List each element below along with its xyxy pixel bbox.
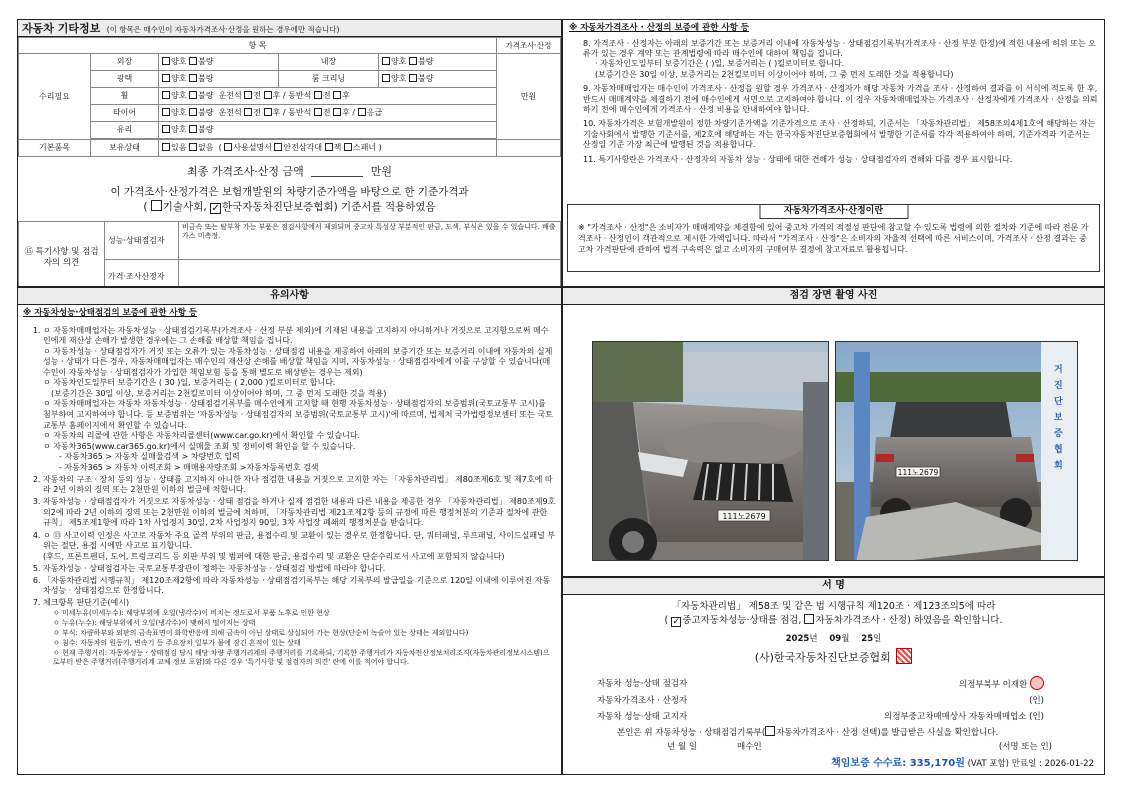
sign-row-checker: 자동차 성능·상태 점검자 의정부북부 이재환 — [597, 676, 1044, 693]
note-1c: (보증기간은 30일 이상, 보증거리는 2천킬로미터 이상이어야 하며, 그 중 먼저 도래한 것을 적용) — [51, 388, 387, 398]
wheel-pass-rear-checkbox[interactable] — [333, 91, 341, 99]
price-def-box — [567, 204, 1100, 272]
price-def-text: ※ "가격조사 · 산정"은 소비자가 매매계약을 체결함에 있어 중고차 가격의 적절성 판단에 참고할 수 있도록 법령에 의한 절차와 기준에 따라 전문 가격조사 · 산정인이 객관적으로 제시한 가액입니다. 따라서 "가격조사 · 산정"은 소비자의 자율적 선택에 따른 서비스이며, 가격조사 · 산정 결과는 중고차 가격판단에 관하여 법적 구속력은 없고 소비자의 구매여부 결정에 참고자료로 활용됩니다. — [578, 223, 1089, 254]
note-7-text: 7. 체크항목 판단기준(예시) — [43, 598, 130, 608]
special-table — [18, 221, 561, 287]
exterior-good-checkbox[interactable] — [162, 57, 170, 65]
vehicle-extra-info-panel — [17, 19, 562, 287]
item-8-sub1: · 자동차인도일부터 보증기간은 ( )일, 보증거리는 ( )킬로미터로 합니다. — [595, 59, 845, 69]
wheel-bad-checkbox[interactable] — [189, 91, 197, 99]
wheel-checks: 양호 불량 운전석 전 후 / 동반석 전 후 — [159, 88, 497, 105]
note-4 — [43, 531, 556, 563]
basis-opt1-checkbox[interactable] — [151, 200, 162, 211]
have-checkbox[interactable] — [162, 143, 170, 151]
svg-text:협: 협 — [1054, 445, 1063, 455]
basis-line1: 이 가격조사·산정가격은 보험개발원의 차량기준가액을 바탕으로 한 기준가격과 — [110, 185, 469, 198]
basis-opt2-checkbox[interactable]: ✓ — [211, 202, 220, 214]
col-price: 가격조사·산정 — [497, 38, 561, 54]
tire-checks: 양호 불량 운전석 전 후 / 동반석 전 후 / 응급 — [159, 105, 497, 122]
photo-panel — [562, 287, 1105, 577]
glass-bad-checkbox[interactable] — [189, 125, 197, 133]
tire-driver-rear-checkbox[interactable] — [264, 108, 272, 116]
special-label: ⑮ 특기사항 및 점검자의 의견 — [19, 222, 105, 287]
label-possession: 보유상태 — [91, 140, 159, 157]
note-4b: (후드, 프론트펜더, 도어, 트렁크리드 등 외판 부위 및 범퍼에 대한 판금, 용접수리 및 교환은 단순수리로서 사고에 포함되지 않습니다) — [43, 551, 505, 561]
note-1-text: 1. ㅇ 자동차매매업자는 자동차성능 · 상태점검기록부(가격조사 · 산정 부분 제외)에 기재된 내용을 고지하지 아니하거나 거짓으로 고지함으로써 매수인에게 재산상 손해가 발생한 경우에는 그 손해를 배상할 책임을 집니다. — [43, 325, 549, 346]
receipt-line: 본인은 위 자동차성능 · 상태점검기록부( 자동차가격조사 · 산정 선택)를 발급받은 사실을 확인합니다. — [617, 728, 999, 738]
gloss-good-checkbox[interactable] — [162, 74, 170, 82]
photo-rear-image — [836, 342, 1078, 561]
photo-rear[interactable] — [835, 341, 1078, 561]
price-checker-label: 가격·조사산정자 — [105, 260, 179, 287]
fee-line: 책임보증 수수료: 335,170원 (VAT 포함) 만료일 : 2026-01-22 — [831, 758, 1094, 769]
price-warranty-title: ※ 자동차가격조사 · 산정의 보증에 관한 사항 등 — [569, 23, 750, 33]
group-basic-items: 기본품목 — [19, 140, 91, 157]
note-1a: ㅇ 자동차성능 · 상태점검자가 거짓 또는 오류가 있는 자동차성능 · 상태점검 내용을 제공하여 아래의 보증기간 또는 보증거리 이내에 자동차의 실제 성능 · 상태가 다른 경우, 자동차매매업자는 매수인의 재산상 손해를 배상할 책임을 지며, 자동차성능 · 상태점검자에게 이를 구상할 수 있습니다(매수인이 자동차성능 · 상태점검자가 가입한 책임보험 등을 통해 별도로 배상받는 경우는 제외) — [43, 346, 553, 377]
criteria-mileage: ㅇ 현재 주행거리: 자동차성능 · 상태점검 당시 해당 차량 주행거리계의 주행거리를 기록하되, 기록한 주행거리가 자동차전산정보처리조직(자동차관리정보시스템)으로부터 받은 주행거리(주행거리계 교체 정보 포함)와 다른 경우 '특기사항 및 점검자의 의견' 란에 이를 적어야 합니다. — [53, 648, 550, 666]
fee-label: 책임보증 수수료: 335,170원 — [831, 758, 965, 769]
criteria-minor-leak: ㅇ 미세누유(미세누수): 해당부위에 오일(냉각수)이 비치는 정도로서 부품 노후로 인한 현상 — [53, 608, 330, 617]
col-head: 항 목 — [19, 38, 497, 54]
label-glass: 유리 — [91, 122, 159, 139]
sign-row-notifier: 자동차 성능·상태 고지자 의정부중고차매매상사 자동차매매업소 (인) — [597, 712, 1044, 722]
perf-checker-note: 비금속 또는 탈부착 가능 부품은 점검사항에서 제외되며 중고차 특성상 부분적인 판금, 도색, 부식은 있을 수 있습니다. 배출가스 미측정. — [179, 222, 561, 260]
note-4-text: 4. ㅇ ⑬ 사고이력 인정은 사고로 자동차 주요 골격 부위의 판금, 용접수리 및 교환이 있는 경우로 한정합니다. 단, 쿼터패널, 루프패널, 사이드실패널 부위는 절단, 용접 시에만 사고로 표기합니다. — [43, 530, 556, 551]
interior-good-checkbox[interactable] — [382, 57, 390, 65]
photo-head: 점검 장면 촬영 사진 — [563, 288, 1104, 305]
label-tire: 타이어 — [91, 105, 159, 122]
org-seal-icon — [896, 648, 912, 664]
item-8: 8. 가격조사 · 산정자는 아래의 보증기간 또는 보증거리 이내에 자동차성능 · 상태점검기록부(가격조사 · 산정 부분 한정)에 적힌 내용에 허위 또는 오류가 있는 경우 계약 또는 관계법령에 따라 매수인에 대하여 책임을 집니다. — [583, 38, 1096, 59]
final-amount-row — [18, 163, 561, 179]
tire-pass-front-checkbox[interactable] — [314, 108, 322, 116]
label-wheel: 휠 — [91, 88, 159, 105]
note-6: 6. 「자동차관리법 시행규칙」 제120조제2항에 따라 자동차성능 · 상태점검기록부는 해당 기록부의 발급일을 기준으로 120일 이내에 이루어진 자동차성능 · 상태점검으로 한정합니다. — [43, 576, 556, 597]
tire-pass-rear-checkbox[interactable] — [333, 108, 341, 116]
note-7 — [43, 598, 556, 666]
note-5: 5. 자동차성능 · 상태점검자는 국토교통부장관이 정하는 자동차성능 · 상태점검 방법에 따라야 합니다. — [43, 564, 556, 575]
sign-line1: 「자동차관리법」 제58조 및 같은 법 시행규칙 제120조 · 제123조의5에 따라 — [671, 601, 996, 612]
sign-statement — [563, 601, 1104, 628]
signature-panel — [562, 577, 1105, 775]
wheel-good-checkbox[interactable] — [162, 91, 170, 99]
extra-info-title: 자동차 기타정보 — [22, 22, 101, 35]
sign-row-price: 자동차가격조사 · 산정자 (인) — [597, 696, 1044, 706]
buyer-line: 년 월 일 매수인 (서명 또는 인) — [667, 742, 1052, 752]
interior-checks: 양호 불량 — [379, 54, 497, 71]
photo-front[interactable] — [592, 341, 829, 561]
note-1f: ㅇ 자동차365(www.car365.go.kr)에서 실매물 조회 및 정비이력 확인을 할 수 있습니다. — [43, 441, 356, 451]
sign-rows — [597, 676, 1044, 725]
extra-info-header — [18, 20, 561, 37]
item-11: 11. 특기사항란은 가격조사 · 산정자의 자동차 성능 · 상태에 대한 견해가 성능 · 상태점검자의 견해와 다를 경우 표시합니다. — [583, 154, 1013, 164]
note-1b: ㅇ 자동차인도일부터 보증기간은 ( 30 )일, 보증거리는 ( 2,000 )킬로미터로 합니다. — [43, 378, 336, 388]
price-def-title: 자동차가격조사·산정이란 — [759, 204, 908, 219]
exterior-bad-checkbox[interactable] — [189, 57, 197, 65]
glass-checks: 양호 불량 — [159, 122, 497, 139]
item-10: 10. 자동차가격은 보험개발원이 정한 차량기준가액을 기준가격으로 조사 · 산정하되, 기준서는 「자동차관리법」 제58조의4제1호에 해당하는 자는 기술사회에서 발행한 기준서를, 제2호에 해당하는 자는 한국자동차진단보증협회에서 발행한 기준서를 각각 적용하여야 하며, 기준가격과 기준서는 산정일 기준 가장 최근에 발행된 것을 적용합니다. — [583, 119, 1096, 150]
sign-org: (사)한국자동차진단보증협회 — [563, 648, 1104, 665]
criteria-flood: ㅇ 침수: 자동차의 원동기, 변속기 등 주요장치 일부가 물에 잠긴 흔적이 있는 상태 — [53, 638, 301, 647]
svg-text:증: 증 — [1054, 429, 1063, 439]
room-good-checkbox[interactable] — [382, 74, 390, 82]
price-unit: 만원 — [497, 54, 561, 140]
sign-date: 2025년 09월 25일 — [785, 633, 882, 644]
svg-text:단: 단 — [1054, 397, 1063, 407]
photo-front-image — [593, 342, 829, 561]
notes-panel — [17, 287, 562, 775]
checker-name: 의정부북부 이재환 — [958, 680, 1028, 690]
final-amount-unit: 만원 — [370, 165, 392, 178]
perf-checker-label: 성능·상태점검자 — [105, 222, 179, 260]
interior-bad-checkbox[interactable] — [409, 57, 417, 65]
checker-seal-icon — [1030, 676, 1044, 690]
wheel-driver-rear-checkbox[interactable] — [264, 91, 272, 99]
basis-line2: ( 기술사회, ✓ 한국자동차진단보증협회) 기준서를 적용하였음 — [143, 200, 436, 214]
note-1d: ㅇ 자동차매매업자는 자동차 자동차성능 · 상태점검기록부를 매수인에게 고지할 때 현행 자동차성능 · 상태점검자의 보증범위(국토교통부 고시)를 첨부하여 고지하여야 합니다. 등 보증범위는 '자동차성능 · 상태점검자의 보증범위(국토교통부 고시)'에 따르며, 법제처 국가법령정보센터 또는 국토교통부 홈페이지에서 확인할 수 있습니다. — [43, 399, 553, 430]
price-warranty-items — [569, 39, 1098, 165]
tire-good-checkbox[interactable] — [162, 108, 170, 116]
exterior-checks: 양호 불량 — [159, 54, 279, 71]
price-warranty-panel — [562, 19, 1105, 287]
glass-good-checkbox[interactable] — [162, 125, 170, 133]
svg-text:진: 진 — [1054, 381, 1063, 391]
sign-opt2-checkbox[interactable] — [804, 614, 814, 624]
notes-list — [43, 326, 556, 667]
room-clean-checks: 양호 불량 — [379, 71, 497, 88]
svg-text:거: 거 — [1054, 365, 1063, 375]
gloss-checks: 양호 불량 — [159, 71, 279, 88]
criteria-corrosion: ㅇ 부식: 차량하부와 외판의 금속표면이 화학반응에 의해 금속이 아닌 상태로 상실되어 가는 현상(단순히 녹슬어 있는 상태는 제외합니다) — [53, 628, 469, 637]
basis-text — [18, 185, 561, 215]
triangle-checkbox[interactable] — [274, 143, 282, 151]
final-amount-box[interactable] — [311, 163, 363, 177]
sign-opt1-checkbox[interactable]: ✓ — [672, 616, 680, 627]
extra-info-note: (이 항목은 매수인이 자동차가격조사·산정을 원하는 경우에만 적습니다) — [106, 25, 340, 34]
tire-driver-front-checkbox[interactable] — [244, 108, 252, 116]
label-interior: 내장 — [279, 54, 379, 71]
room-bad-checkbox[interactable] — [409, 74, 417, 82]
plate-front-text: 111노2679 — [722, 512, 766, 521]
receipt-checkbox[interactable] — [765, 726, 775, 736]
possession-checks: 있음 없음 ( 사용설명서 안전삼각대 잭 스패너 ) — [159, 140, 497, 157]
note-1h: - 자동차365 > 자동차 이력조회 > 매매용자량조회 >자동차등록번호 검색 — [59, 462, 319, 472]
svg-text:보: 보 — [1054, 413, 1063, 423]
tire-emergency-checkbox[interactable] — [358, 108, 366, 116]
notes-title: ※ 자동차성능·상태점검의 보증에 관한 사항 등 — [23, 308, 198, 318]
final-amount-label: 최종 가격조사·산정 금액 — [186, 165, 304, 178]
criteria-list — [53, 609, 556, 667]
none-checkbox[interactable] — [189, 143, 197, 151]
label-gloss: 광택 — [91, 71, 159, 88]
item-8-sub2: (보증기간은 30일 이상, 보증거리는 2천킬로미터 이상이어야 하며, 그 중 먼저 도래한 것을 적용합니다) — [595, 69, 954, 79]
note-1e: ㅇ 자동차의 리콜에 관한 사항은 자동차리콜센터(www.car.go.kr)에서 확인할 수 있습니다. — [43, 431, 361, 441]
sign-head: 서 명 — [563, 578, 1104, 595]
item-9: 9. 자동차매매업자는 매수인이 가격조사 · 산정을 원할 경우 가격조사 · 산정자가 해당 자동차 가격을 조사 · 산정하여 결과를 이 서식에 적도록 한 후, 반드시 매매계약을 체결하기 전에 매수인에게 서면으로 고지하여야 합니다. 이 경우 자동차매매업자는 가격조사 · 산정자에게 가격조사 · 산정을 의뢰하기 전에 매수인에게 가격조사 · 산정 비용을 안내하여야 합니다. — [583, 84, 1098, 114]
jack-checkbox[interactable] — [325, 143, 333, 151]
svg-text:회: 회 — [1054, 461, 1063, 471]
price-checker-value[interactable] — [179, 260, 561, 287]
label-room-clean: 룸 크리닝 — [279, 71, 379, 88]
repair-table — [18, 37, 561, 157]
sign-line2: ( ✓ 중고자동차성능·상태를 점검, 자동차가격조사 · 산정) 하였음을 확인합니다. — [664, 614, 1003, 627]
criteria-leak: ㅇ 누유(누수): 해당부위에서 오일(냉각수)이 맺혀서 떨어지는 상태 — [53, 618, 256, 627]
note-1g: - 자동차365 > 자동차 실매물검색 > 차량번호 입력 — [59, 452, 240, 462]
wheel-driver-front-checkbox[interactable] — [244, 91, 252, 99]
manual-checkbox[interactable] — [224, 143, 232, 151]
note-3: 3. 자동차성능 · 상태점검자가 거짓으로 자동차성능 · 상태 점검을 하거나 실제 점검한 내용과 다른 내용을 제공한 경우 「자동차관리법」 제80조제9호의2에 따라 2년 이하의 징역 또는 2천만원 이하의 벌금에 처하며, 「자동차관리법 제21조제2항 등의 규정에 따른 행정처분의 기준과 절차에 관한 규칙」 제5조제1항에 따라 1차 사업정지 30일, 2차 사업정지 90일, 3차 사업장 폐쇄의 행정처분을 받습니다. — [43, 497, 556, 529]
notes-head: 유의사항 — [18, 288, 561, 305]
note-1 — [43, 326, 556, 474]
gloss-bad-checkbox[interactable] — [189, 74, 197, 82]
wheel-pass-front-checkbox[interactable] — [314, 91, 322, 99]
tire-bad-checkbox[interactable] — [189, 108, 197, 116]
group-repair: 수리필요 — [19, 54, 91, 140]
spanner-checkbox[interactable] — [344, 143, 352, 151]
note-2: 2. 자동차의 구조 · 장치 등의 성능 · 상태를 고지하지 아니한 자나 점검한 내용을 거짓으로 고지한 자는 「자동차관리법」 제80조제6호 및 제7호에 따라 2년 이하의 징역 또는 2천만원 이하의 벌금에 처합니다. — [43, 475, 556, 496]
notes-body — [18, 305, 561, 671]
label-exterior: 외장 — [91, 54, 159, 71]
plate-rear-text: 111노2679 — [897, 468, 939, 477]
